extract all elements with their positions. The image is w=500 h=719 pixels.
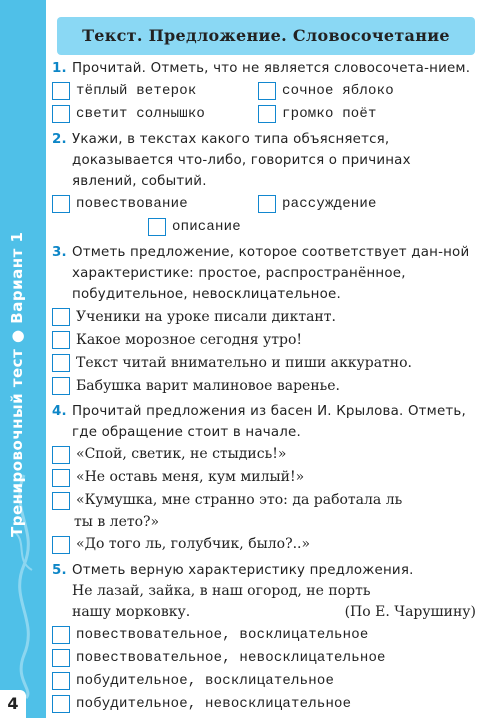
question-4 — [52, 401, 476, 556]
option: повествовательное, восклицательное — [52, 623, 476, 646]
answer-checkbox[interactable] — [52, 446, 70, 464]
answer-checkbox[interactable] — [52, 672, 70, 690]
sidebar: Тренировочный тест ● Вариант 1 — [0, 0, 46, 718]
option: тёплый ветерок — [52, 79, 258, 102]
option: повествование — [52, 192, 258, 215]
question-list — [52, 58, 476, 719]
option: светит солнышко — [52, 102, 258, 125]
question-number: 4. — [52, 404, 67, 419]
question-number: 5. — [52, 563, 67, 578]
answer-checkbox[interactable] — [52, 331, 70, 349]
option: Текст читай внимательно и пиши аккуратно. — [52, 351, 476, 374]
answer-checkbox[interactable] — [52, 82, 70, 100]
answer-checkbox[interactable] — [52, 649, 70, 667]
question-number: 2. — [52, 132, 67, 147]
page-title: Текст. Предложение. Словосочетание — [82, 26, 450, 45]
question-text: Укажи, в текстах какого типа объясняется, доказывается что-либо, говорится о причинах явлений, событий. — [72, 132, 411, 189]
question-number: 1. — [52, 61, 67, 76]
question-number: 3. — [52, 245, 67, 260]
question-text: Прочитай предложения из басен И. Крылова. Отметь, где обращение стоит в начале. — [72, 404, 466, 440]
excerpt-source: (По Е. Чарушину) — [344, 604, 476, 620]
answer-checkbox[interactable] — [52, 626, 70, 644]
title-banner — [57, 17, 475, 55]
option: «Кумушка, мне странно это: да работала ль — [52, 489, 476, 512]
question-1 — [52, 58, 476, 125]
answer-checkbox[interactable] — [52, 105, 70, 123]
answer-checkbox[interactable] — [52, 195, 70, 213]
answer-checkbox[interactable] — [52, 354, 70, 372]
answer-checkbox[interactable] — [52, 695, 70, 713]
answer-checkbox[interactable] — [258, 195, 276, 213]
option: Бабушка варит малиновое варенье. — [52, 374, 476, 397]
option: повествовательное, невосклицательное — [52, 646, 476, 669]
question-text: Отметь предложение, которое соответствует дан-ной характеристике: простое, распространённое, побудительное, невосклицательное. — [72, 245, 470, 302]
page-number: 4 — [0, 690, 26, 718]
answer-checkbox[interactable] — [52, 492, 70, 510]
answer-checkbox[interactable] — [52, 377, 70, 395]
option: «Не оставь меня, кум милый!» — [52, 466, 476, 489]
option: рассуждение — [258, 192, 464, 215]
option: «До того ль, голубчик, было?..» — [52, 533, 476, 556]
option-continuation: ты в лето?» — [74, 514, 160, 530]
answer-checkbox[interactable] — [258, 105, 276, 123]
question-text: Прочитай. Отметь, что не является словосочета-нием. — [72, 61, 471, 76]
option: Какое морозное сегодня утро! — [52, 328, 476, 351]
option: громко поёт — [258, 102, 464, 125]
answer-checkbox[interactable] — [258, 82, 276, 100]
option: Ученики на уроке писали диктант. — [52, 305, 476, 328]
question-2 — [52, 129, 476, 238]
answer-checkbox[interactable] — [52, 308, 70, 326]
option: описание — [52, 215, 476, 238]
answer-checkbox[interactable] — [148, 218, 166, 236]
sentence-excerpt: Не лазай, зайка, в наш огород, не порть нашу морковку. (По Е. Чарушину) — [52, 581, 476, 623]
answer-checkbox[interactable] — [52, 536, 70, 554]
answer-checkbox[interactable] — [52, 469, 70, 487]
option: побудительное, невосклицательное — [52, 692, 476, 715]
option: «Спой, светик, не стыдись!» — [52, 443, 476, 466]
option: побудительное, восклицательное — [52, 669, 476, 692]
option: сочное яблоко — [258, 79, 464, 102]
question-5 — [52, 560, 476, 715]
question-text: Отметь верную характеристику предложения. — [72, 563, 414, 578]
question-3 — [52, 242, 476, 397]
